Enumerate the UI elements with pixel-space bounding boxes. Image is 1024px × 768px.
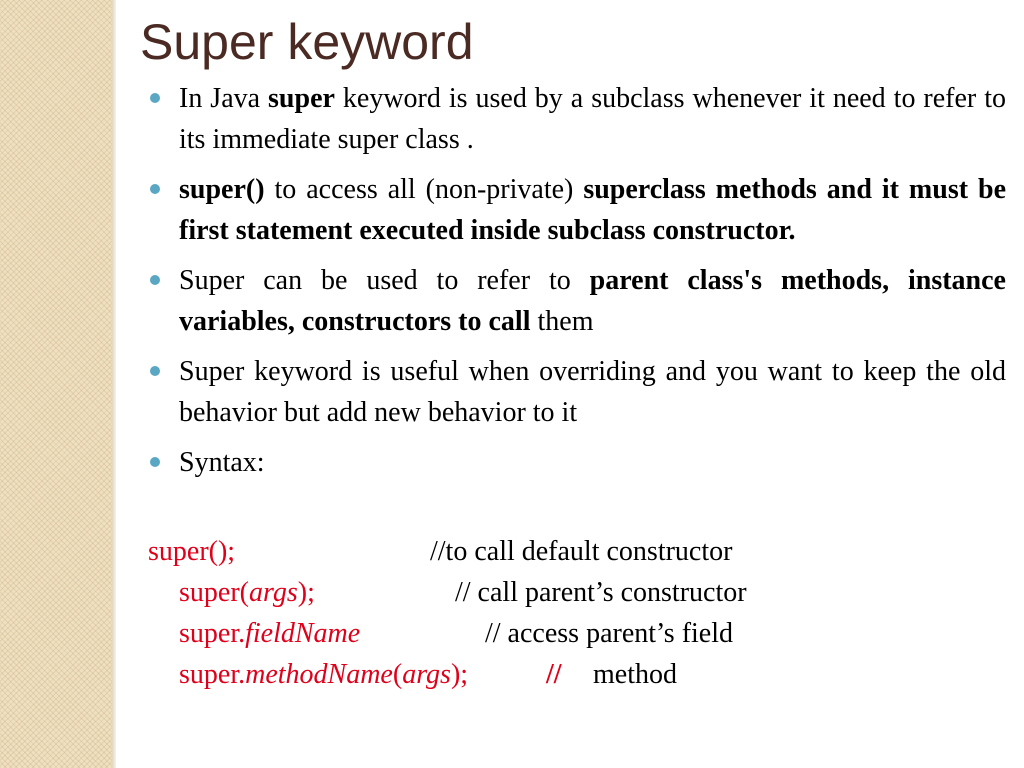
- bullet-list: [150, 78, 1006, 492]
- syntax-comment-3: // access parent’s field: [485, 618, 734, 649]
- syntax-code-3b: fieldName: [245, 618, 361, 649]
- syntax-comment-4-slashes: //: [546, 659, 562, 690]
- bullet-dot-icon: [150, 93, 160, 103]
- syntax-code-4: [179, 654, 468, 695]
- syntax-comment-2: // call parent’s constructor: [455, 577, 747, 608]
- bullet-3-text-a: Super can be used to refer to: [179, 265, 590, 296]
- bullet-item-1: [150, 78, 1006, 160]
- bullet-2-text: to access all (non-private): [264, 174, 584, 205]
- bullet-item-3: [150, 260, 1006, 342]
- syntax-line-3: [148, 613, 1008, 654]
- syntax-code-4a: super.: [179, 659, 246, 690]
- sidebar-shadow: [112, 0, 116, 768]
- syntax-comment-1: //to call default constructor: [430, 536, 733, 567]
- slide-title: Super keyword: [140, 14, 474, 70]
- bullet-item-5: [150, 442, 1006, 483]
- syntax-code-3a: super.: [179, 618, 246, 649]
- bullet-3-text-bold: parent class's methods, instance variables, constructors to call: [179, 265, 1006, 337]
- syntax-line-1: [148, 531, 1008, 572]
- bullet-1-text-b: keyword is used by a subclass whenever it need to refer to its immediate super class .: [179, 83, 1006, 155]
- syntax-code-2: [179, 572, 315, 613]
- syntax-line-2: [148, 572, 1008, 613]
- syntax-block: [148, 531, 1008, 695]
- syntax-code-1: super();: [148, 536, 236, 567]
- bullet-item-2: [150, 169, 1006, 251]
- bullet-2-text-bold-a: super(): [179, 174, 265, 205]
- bullet-item-4: [150, 351, 1006, 433]
- bullet-dot-icon: [150, 366, 160, 376]
- bullet-dot-icon: [150, 275, 160, 285]
- bullet-dot-icon: [150, 457, 160, 467]
- bullet-5-text: Syntax:: [179, 447, 265, 478]
- syntax-code-2c: );: [297, 577, 315, 608]
- bullet-dot-icon: [150, 184, 160, 194]
- syntax-code-4b: methodName: [245, 659, 393, 690]
- syntax-code-4d: args: [402, 659, 451, 690]
- syntax-comment-4: method: [593, 659, 677, 690]
- bullet-3-text-b: them: [530, 306, 594, 337]
- bullet-2-text-bold-b: superclass methods and it must be first statement executed inside subclass constructor.: [179, 174, 1006, 246]
- syntax-code-2a: super(: [179, 577, 249, 608]
- bullet-4-text: Super keyword is useful when overriding and you want to keep the old behavior but add new behavior to it: [179, 356, 1006, 428]
- syntax-line-4: [148, 654, 1008, 695]
- syntax-code-2b: args: [248, 577, 298, 608]
- bullet-1-text-bold: super: [268, 83, 335, 114]
- decorative-sidebar-pattern: [0, 0, 112, 768]
- syntax-code-4c: (: [392, 659, 403, 690]
- syntax-code-3: [179, 613, 360, 654]
- bullet-1-text-a: In Java: [179, 83, 269, 114]
- syntax-code-4e: );: [450, 659, 469, 690]
